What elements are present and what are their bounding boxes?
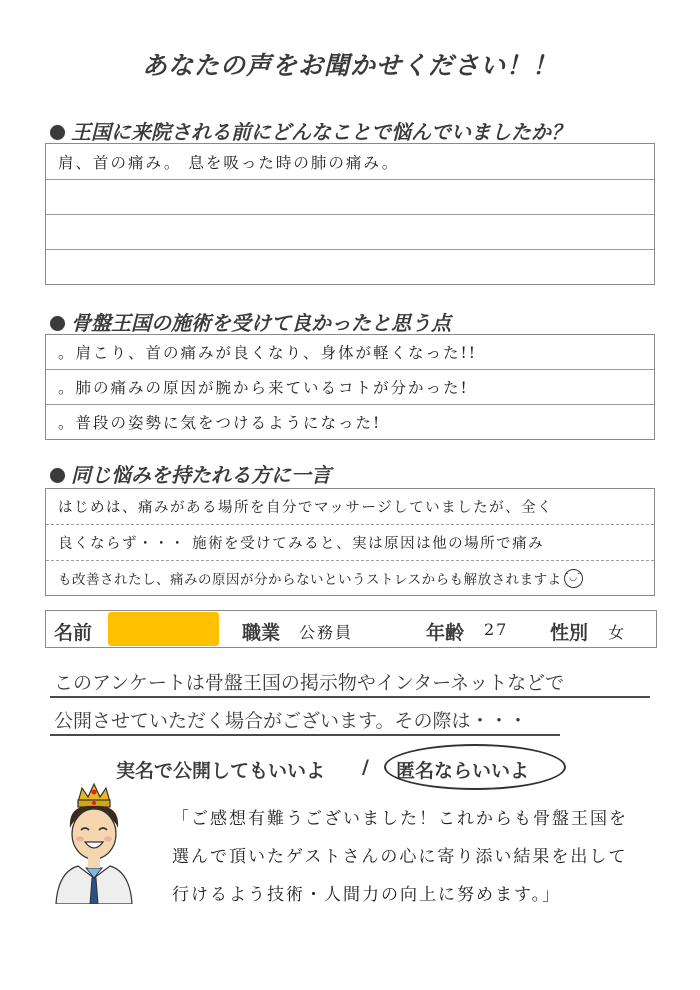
consent-separator: / <box>362 756 369 778</box>
answer-line <box>46 180 654 215</box>
age-value: 27 <box>484 620 509 639</box>
answer-line <box>46 215 654 250</box>
consent-option-real-name[interactable]: 実名で公開してもいいよ <box>116 760 326 782</box>
bullet-icon <box>50 316 65 331</box>
section-title-message: 同じ悩みを持たれる方に一言 <box>50 459 331 488</box>
occupation-value: 公務員 <box>299 623 354 642</box>
staff-message-line3: 行けるよう技術・人間力の向上に努めます。」 <box>172 885 562 905</box>
smiley-face-icon: ˘◡˘ <box>564 569 583 588</box>
answer-box-before-visit <box>45 143 655 285</box>
publication-notice-line1: このアンケートは骨盤王国の掲示物やインターネットなどで <box>54 672 565 694</box>
notice-underline <box>50 734 560 736</box>
bullet-icon <box>50 468 65 483</box>
page-title: あなたの声をお聞かせください！！ <box>141 51 558 80</box>
gender-value: 女 <box>608 623 627 642</box>
mascot-king-illustration <box>48 782 140 904</box>
answer-box-message <box>45 488 655 596</box>
answer-box-good-points <box>45 334 655 440</box>
occupation-label: 職業 <box>242 622 281 644</box>
section-title-good-points: 骨盤王国の施術を受けて良かったと思う点 <box>50 307 451 336</box>
age-label: 年齢 <box>426 622 465 644</box>
gender-label: 性別 <box>550 622 589 644</box>
answer-line: も改善されたし、痛みの原因が分からないというストレスからも解放されますよ ˘◡˘ <box>46 561 654 595</box>
staff-message-line2: 選んで頂いたゲストさんの心に寄り添い結果を出して <box>172 847 628 867</box>
bullet-icon <box>50 125 65 140</box>
answer-line <box>46 250 654 284</box>
answer-line: 。肩こり、首の痛みが良くなり、身体が軽くなった!! <box>46 335 654 370</box>
respondent-info <box>45 610 657 648</box>
consent-option-anonymous[interactable]: 匿名ならいいよ <box>396 760 530 782</box>
notice-underline <box>50 696 650 698</box>
answer-line: 良くならず・・・ 施術を受けてみると、実は原因は他の場所で痛み <box>46 525 654 561</box>
answer-line: はじめは、痛みがある場所を自分でマッサージしていましたが、全く <box>46 489 654 525</box>
selection-circle <box>384 744 566 790</box>
section-title-before-visit: 王国に来院される前にどんなことで悩んでいましたか？ <box>50 116 571 145</box>
publication-notice-line2: 公開させていただく場合がございます。その際は・・・ <box>54 710 528 732</box>
name-label: 名前 <box>54 622 93 644</box>
answer-line: 。普段の姿勢に気をつけるようになった! <box>58 414 382 432</box>
answer-line: 肩、首の痛み。 息を吸った時の肺の痛み。 <box>46 144 654 180</box>
answer-line: 。肺の痛みの原因が腕から来ているコトが分かった! <box>46 370 654 405</box>
name-redaction <box>108 612 219 646</box>
staff-message-line1: 「ご感想有難うございました！これからも骨盤王国を <box>172 809 628 829</box>
